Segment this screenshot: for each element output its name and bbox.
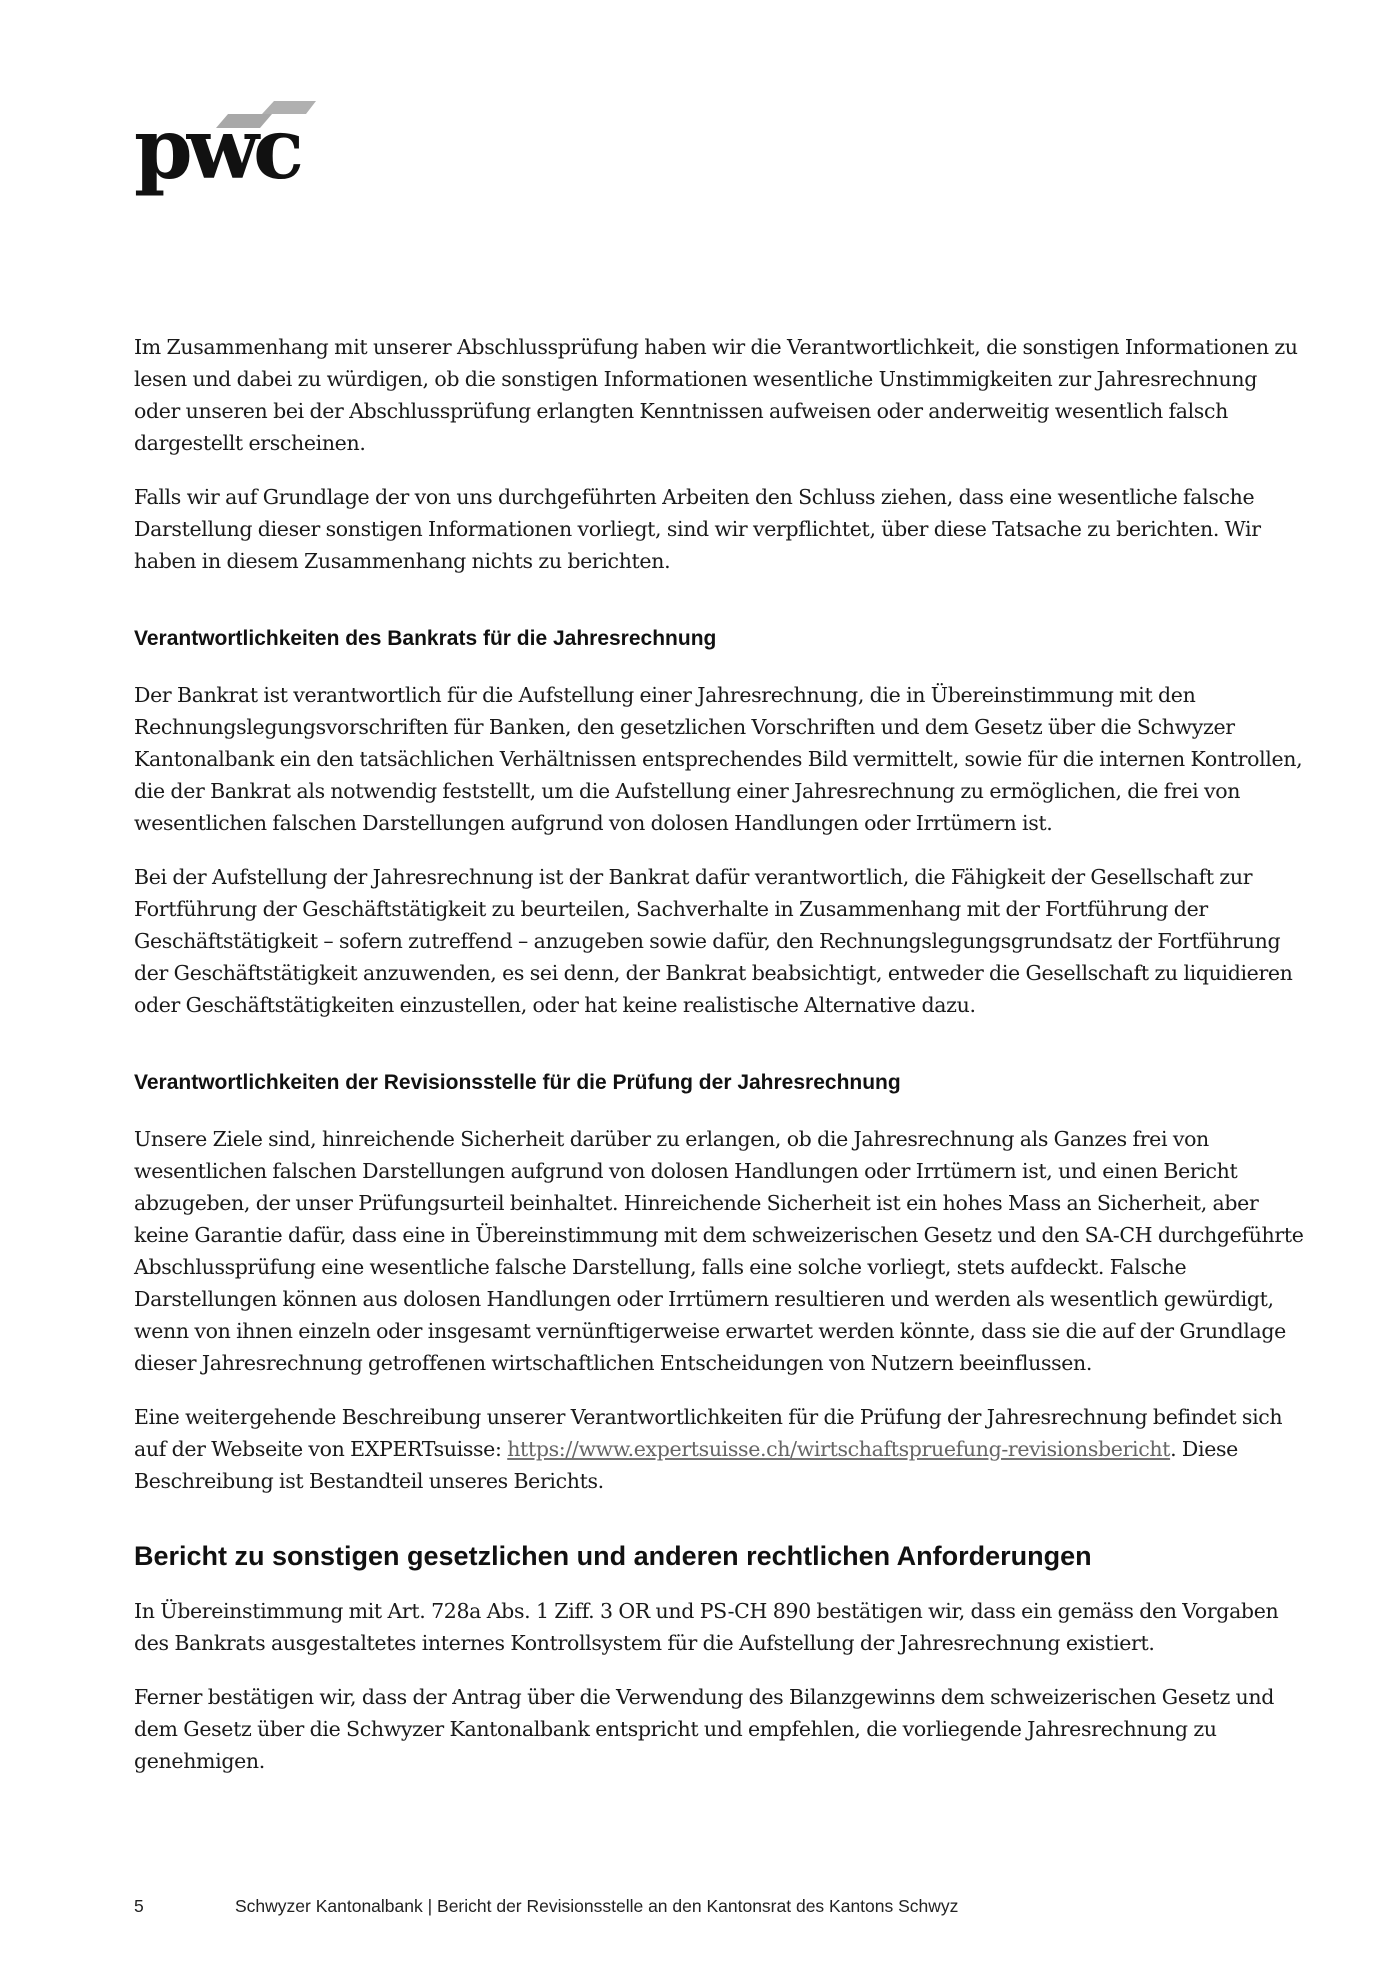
pwc-logo [134,86,344,196]
paragraph-bankrat-1: Der Bankrat ist verantwortlich für die Aufstellung einer Jahresrechnung, die in Übereinstimmung mit den Rechnungslegungsvorschriften für Banken, den gesetzlichen Vorschriften und dem Gesetz über die Schwyzer Kantonalbank ein den tatsächlichen Verhältnissen entsprechendes Bild vermittelt, sowie für die internen Kontrollen, die der Bankrat als notwendig feststellt, um die Aufstellung einer Jahresrechnung zu ermöglichen, die frei von wesentlichen falschen Darstellungen aufgrund von dolosen Handlungen oder Irrtümern ist. [134,683,1303,835]
paragraph-legal-2: Ferner bestätigen wir, dass der Antrag über die Verwendung des Bilanzgewinns dem schweizerischen Gesetz und dem Gesetz über die Schwyzer Kantonalbank entspricht und empfehlen, die vorliegende Jahresrechnung zu genehmigen. [134,1685,1275,1773]
page-number: 5 [134,1896,144,1916]
svg-text:pwc: pwc [134,99,299,196]
heading-legal-requirements: Bericht zu sonstigen gesetzlichen und anderen rechtlichen Anforderungen [134,1541,1092,1571]
paragraph-legal-1: In Übereinstimmung mit Art. 728a Abs. 1 Ziff. 3 OR und PS-CH 890 bestätigen wir, dass ein gemäss den Vorgaben des Bankrats ausgestaltetes internes Kontrollsystem für die Aufstellung der Jahresrechnung existiert. [134,1599,1279,1655]
heading-bankrat: Verantwortlichkeiten des Bankrats für die Jahresrechnung [134,627,717,650]
page-footer [134,1896,958,1917]
paragraph-revision-1: Unsere Ziele sind, hinreichende Sicherheit darüber zu erlangen, ob die Jahresrechnung als Ganzes frei von wesentlichen falschen Darstellungen aufgrund von dolosen Handlungen oder Irrtümern ist, und einen Bericht abzugeben, der unser Prüfungsurteil beinhaltet. Hinreichende Sicherheit ist ein hohes Mass an Sicherheit, aber keine Garantie dafür, dass eine in Übereinstimmung mit dem schweizerischen Gesetz und den SA-CH durchgeführte Abschlussprüfung eine wesentliche falsche Darstellung, falls eine solche vorliegt, stets aufdeckt. Falsche Darstellungen können aus dolosen Handlungen oder Irrtümern resultieren und werden als wesentlich gewürdigt, wenn von ihnen einzeln oder insgesamt vernünftigerweise erwartet werden könnte, dass sie die auf der Grundlage dieser Jahresrechnung getroffenen wirtschaftlichen Entscheidungen von Nutzern beeinflussen. [134,1127,1304,1375]
link-paragraph-text-before: Eine weitergehende Beschreibung unserer Verantwortlichkeiten für die Prüfung der Jahresrechnung befindet sich auf der Webseite von EXPERTsuisse: [134,1405,1283,1461]
heading-revisionsstelle: Verantwortlichkeiten der Revisionsstelle für die Prüfung der Jahresrechnung [134,1071,901,1094]
expertsuisse-link[interactable]: https://www.expertsuisse.ch/wirtschaftspruefung-revisionsbericht [507,1437,1171,1461]
footer-text: Schwyzer Kantonalbank | Bericht der Revisionsstelle an den Kantonsrat des Kantons Schwyz [235,1896,959,1916]
report-body [134,331,1304,1777]
paragraph-other-info-2: Falls wir auf Grundlage der von uns durchgeführten Arbeiten den Schluss ziehen, dass eine wesentliche falsche Darstellung dieser sonstigen Informationen vorliegt, sind wir verpflichtet, über diese Tatsache zu berichten. Wir haben in diesem Zusammenhang nichts zu berichten. [134,485,1261,573]
paragraph-bankrat-2: Bei der Aufstellung der Jahresrechnung ist der Bankrat dafür verantwortlich, die Fähigkeit der Gesellschaft zur Fortführung der Geschäftstätigkeit zu beurteilen, Sachverhalte in Zusammenhang mit der Fortführung der Geschäftstätigkeit – sofern zutreffend – anzugeben sowie dafür, den Rechnungslegungsgrundsatz der Fortführung der Geschäftstätigkeit anzuwenden, es sei denn, der Bankrat beabsichtigt, entweder die Gesellschaft zu liquidieren oder Geschäftstätigkeiten einzustellen, oder hat keine realistische Alternative dazu. [134,865,1293,1017]
link-paragraph-text-after: . Diese Beschreibung ist Bestandteil unseres Berichts. [134,1437,1238,1493]
paragraph-revision-link [134,1401,1304,1497]
paragraph-other-info-1: Im Zusammenhang mit unserer Abschlussprüfung haben wir die Verantwortlichkeit, die sonstigen Informationen zu lesen und dabei zu würdigen, ob die sonstigen Informationen wesentliche Unstimmigkeiten zur Jahresrechnung oder unseren bei der Abschlussprüfung erlangten Kenntnissen aufweisen oder anderweitig wesentlich falsch dargestellt erscheinen. [134,335,1298,455]
pwc-logo-icon [134,86,344,196]
